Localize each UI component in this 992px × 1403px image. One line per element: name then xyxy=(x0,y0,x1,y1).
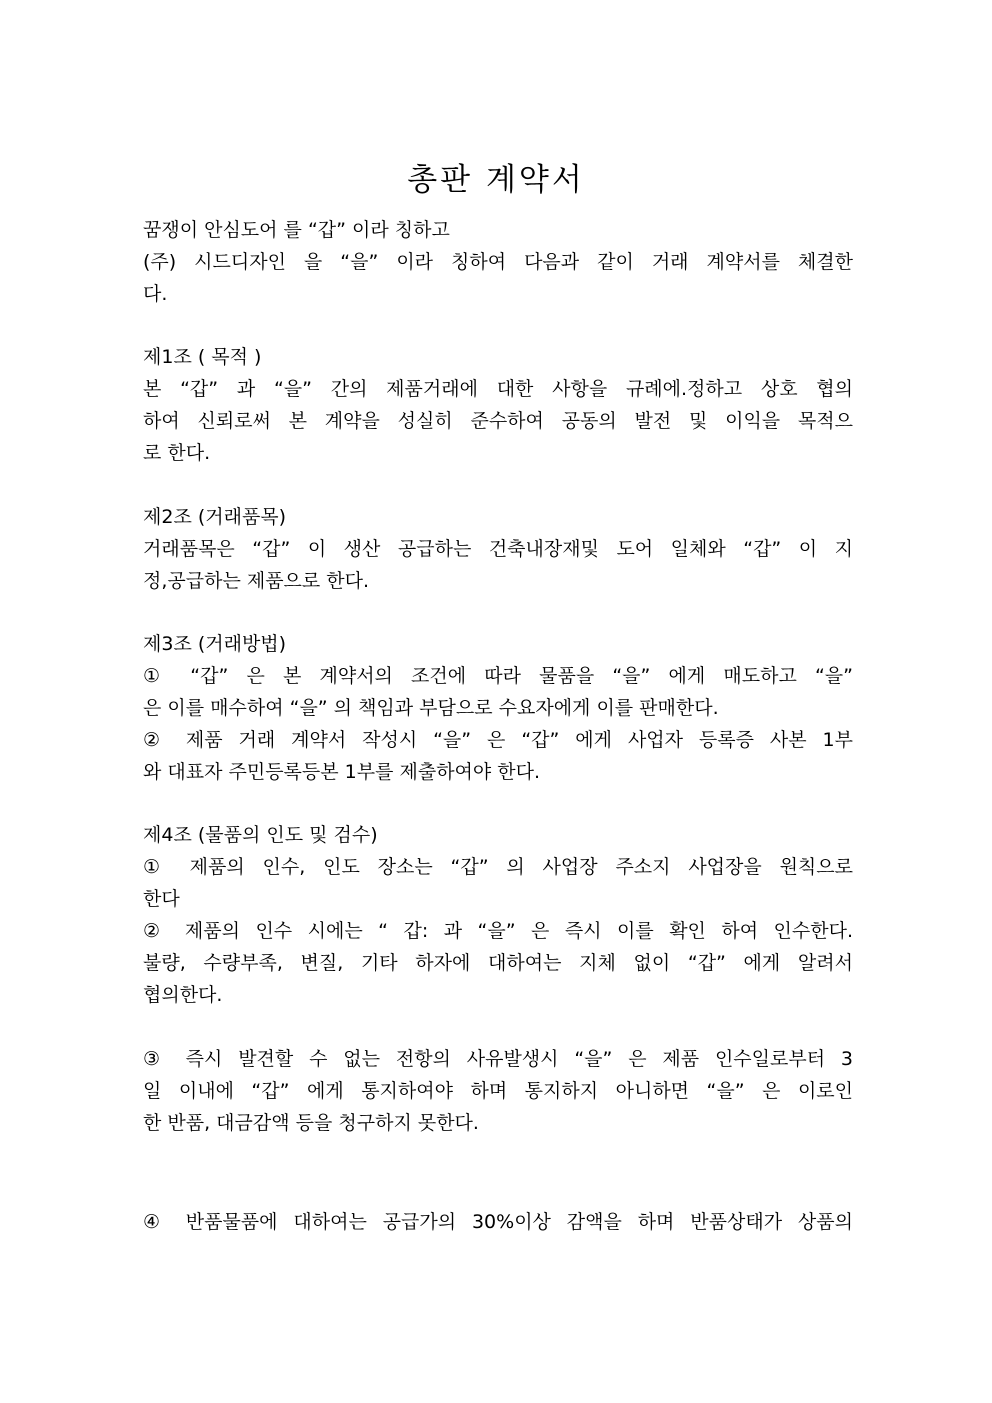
intro-line: 다. xyxy=(143,283,168,305)
article-1-line: 하여 신뢰로써 본 계약을 성실히 준수하여 공동의 발전 및 이익을 목적으 xyxy=(143,410,853,432)
article-3-heading: 제3조 (거래방법) xyxy=(143,633,287,655)
article-4-para3-line: 일 이내에 “갑” 에게 통지하여야 하며 통지하지 아니하면 “을” 은 이로인 xyxy=(143,1080,853,1102)
intro-line: 꿈쟁이 안심도어 를 “갑” 이라 칭하고 xyxy=(143,219,450,241)
article-2-line: 거래품목은 “갑” 이 생산 공급하는 건축내장재및 도어 일체와 “갑” 이 지 xyxy=(143,538,853,560)
intro-line: (주) 시드디자인 을 “을” 이라 칭하여 다음과 같이 거래 계약서를 체결한 xyxy=(143,251,853,273)
article-4-heading: 제4조 (물품의 인도 및 검수) xyxy=(143,824,378,846)
article-1-line: 로 한다. xyxy=(143,442,211,464)
article-3-line: 은 이를 매수하여 “을” 의 책임과 부담으로 수요자에게 이를 판매한다. xyxy=(143,697,719,719)
article-4-para3-line: ③ 즉시 발견할 수 없는 전항의 사유발생시 “을” 은 제품 인수일로부터 3 xyxy=(143,1048,853,1070)
article-3-line: ① “갑” 은 본 계약서의 조건에 따라 물품을 “을” 에게 매도하고 “을” xyxy=(143,665,853,687)
article-1-line: 본 “갑” 과 “을” 간의 제품거래에 대한 사항을 규례에.정하고 상호 협의 xyxy=(143,378,853,400)
article-3-line: 와 대표자 주민등록등본 1부를 제출하여야 한다. xyxy=(143,761,541,783)
article-4-line: 한다 xyxy=(143,888,180,910)
article-3-line: ② 제품 거래 계약서 작성시 “을” 은 “갑” 에게 사업자 등록증 사본 1부 xyxy=(143,729,853,751)
article-4-para3-line: 한 반품, 대금감액 등을 청구하지 못한다. xyxy=(143,1112,479,1134)
article-4-para4-line: ④ 반품물품에 대하여는 공급가의 30%이상 감액을 하며 반품상태가 상품의 xyxy=(143,1211,853,1233)
article-2-line: 정,공급하는 제품으로 한다. xyxy=(143,570,370,592)
document-title: 총판 계약서 xyxy=(407,162,585,198)
article-4-line: ① 제품의 인수, 인도 장소는 “갑” 의 사업장 주소지 사업장을 원칙으로 xyxy=(143,856,853,878)
article-1-heading: 제1조 ( 목적 ) xyxy=(143,346,262,368)
article-4-line: 협의한다. xyxy=(143,984,223,1006)
article-4-line: 불량, 수량부족, 변질, 기타 하자에 대하여는 지체 없이 “갑” 에게 알려서 xyxy=(143,952,853,974)
article-4-line: ② 제품의 인수 시에는 “ 갑: 과 “을” 은 즉시 이를 확인 하여 인수한다. xyxy=(143,920,853,942)
article-2-heading: 제2조 (거래품목) xyxy=(143,506,287,528)
